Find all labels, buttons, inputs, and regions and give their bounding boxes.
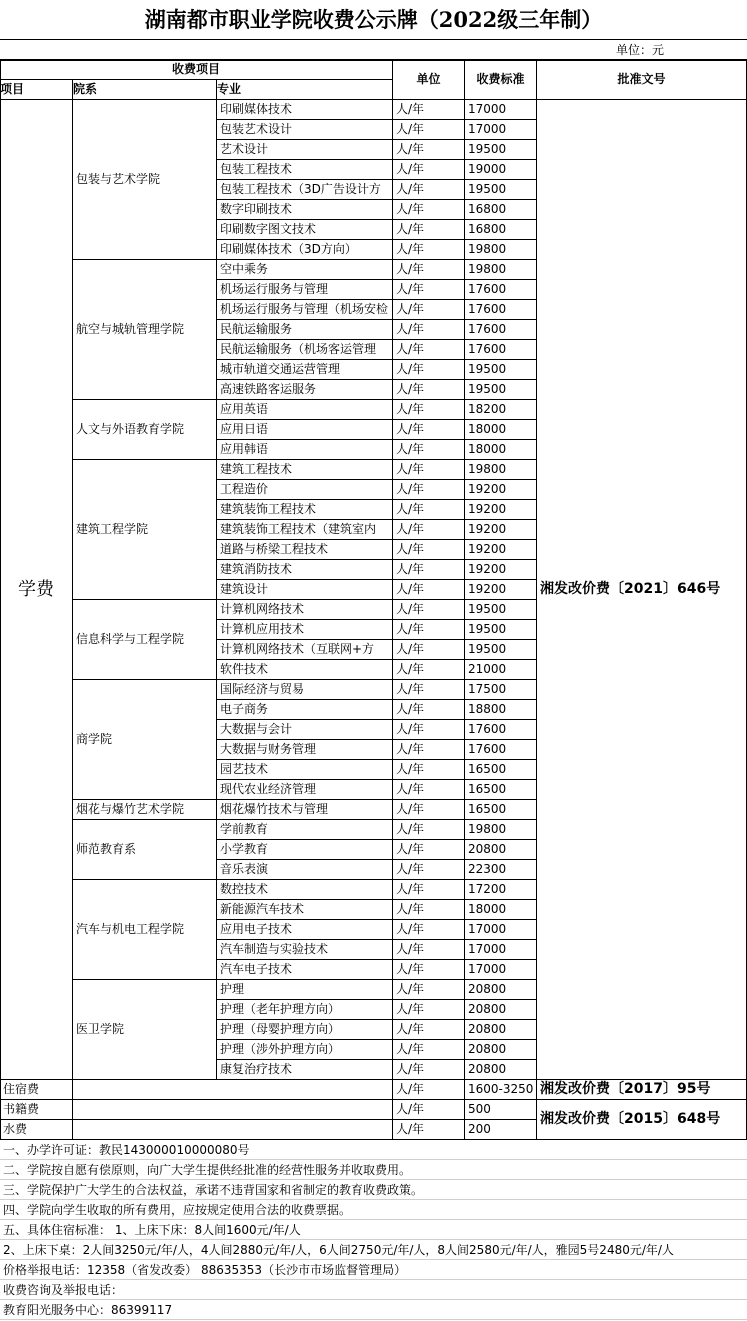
dorm-approval: 湘发改价费〔2017〕95号 xyxy=(537,1080,747,1100)
fee-amount: 20800 xyxy=(465,980,537,1000)
college-name: 医卫学院 xyxy=(73,980,217,1080)
major-name: 大数据与会计 xyxy=(217,720,393,740)
fee-amount: 19200 xyxy=(465,580,537,600)
empty-cell xyxy=(73,1120,393,1140)
fee-amount: 19500 xyxy=(465,360,537,380)
other-fee-label: 住宿费 xyxy=(0,1080,73,1100)
fee-unit: 人/年 xyxy=(393,160,465,180)
fee-amount: 20800 xyxy=(465,1040,537,1060)
fee-amount: 16500 xyxy=(465,760,537,780)
fee-unit: 人/年 xyxy=(393,320,465,340)
fee-amount: 16800 xyxy=(465,220,537,240)
fee-amount: 20800 xyxy=(465,1000,537,1020)
fee-unit: 人/年 xyxy=(393,480,465,500)
fee-amount: 17000 xyxy=(465,940,537,960)
major-name: 道路与桥梁工程技术 xyxy=(217,540,393,560)
table-top-border xyxy=(0,60,747,61)
college-name: 包装与艺术学院 xyxy=(73,100,217,260)
fee-amount: 17000 xyxy=(465,100,537,120)
fee-amount: 17000 xyxy=(465,120,537,140)
note-line: 二、学院按自愿有偿原则，向广大学生提供经批准的经营性服务并收取费用。 xyxy=(0,1160,747,1180)
fee-amount: 19200 xyxy=(465,500,537,520)
fee-unit: 人/年 xyxy=(393,260,465,280)
fee-amount: 18200 xyxy=(465,400,537,420)
major-name: 包装工程技术（3D广告设计方 xyxy=(217,180,393,200)
major-name: 艺术设计 xyxy=(217,140,393,160)
fee-amount: 17000 xyxy=(465,960,537,980)
note-line: 2、上床下桌：2人间3250元/年/人，4人间2880元/年/人，6人间2750元/年/人，8人间2580元/年/人，雅园5号2480元/年/人 xyxy=(0,1240,747,1260)
header-approval: 批准文号 xyxy=(537,60,747,100)
fee-unit: 人/年 xyxy=(393,820,465,840)
major-name: 大数据与财务管理 xyxy=(217,740,393,760)
fee-unit: 人/年 xyxy=(393,740,465,760)
fee-amount: 19500 xyxy=(465,640,537,660)
fee-unit: 人/年 xyxy=(393,860,465,880)
note-line: 一、办学许可证：教民143000010000080号 xyxy=(0,1140,747,1160)
fee-amount: 22300 xyxy=(465,860,537,880)
fee-unit: 人/年 xyxy=(393,960,465,980)
fee-amount: 17500 xyxy=(465,680,537,700)
major-name: 护理（涉外护理方向） xyxy=(217,1040,393,1060)
major-name: 应用电子技术 xyxy=(217,920,393,940)
fee-amount: 16800 xyxy=(465,200,537,220)
fee-amount: 20800 xyxy=(465,1020,537,1040)
fee-amount: 19500 xyxy=(465,620,537,640)
major-name: 汽车制造与实验技术 xyxy=(217,940,393,960)
fee-amount: 16500 xyxy=(465,780,537,800)
fee-amount: 17000 xyxy=(465,920,537,940)
fee-unit: 人/年 xyxy=(393,640,465,660)
major-name: 数控技术 xyxy=(217,880,393,900)
major-name: 数字印刷技术 xyxy=(217,200,393,220)
fee-amount: 18800 xyxy=(465,700,537,720)
major-name: 电子商务 xyxy=(217,700,393,720)
header-item: 项目 xyxy=(0,80,73,100)
fee-unit: 人/年 xyxy=(393,920,465,940)
fee-unit: 人/年 xyxy=(393,620,465,640)
fee-amount: 19800 xyxy=(465,820,537,840)
college-name: 信息科学与工程学院 xyxy=(73,600,217,680)
fee-amount: 21000 xyxy=(465,660,537,680)
unit-label: 单位：元 xyxy=(616,43,665,57)
major-name: 建筑装饰工程技术（建筑室内 xyxy=(217,520,393,540)
fee-amount: 18000 xyxy=(465,900,537,920)
other-fee-label: 书籍费 xyxy=(0,1100,73,1120)
major-name: 包装工程技术 xyxy=(217,160,393,180)
fee-amount: 18000 xyxy=(465,440,537,460)
fee-unit: 人/年 xyxy=(393,660,465,680)
major-name: 计算机应用技术 xyxy=(217,620,393,640)
fee-amount: 17600 xyxy=(465,300,537,320)
fee-unit: 人/年 xyxy=(393,840,465,860)
major-name: 护理 xyxy=(217,980,393,1000)
fee-unit: 人/年 xyxy=(393,500,465,520)
fee-amount: 20800 xyxy=(465,1060,537,1080)
major-name: 软件技术 xyxy=(217,660,393,680)
college-name: 人文与外语教育学院 xyxy=(73,400,217,460)
major-name: 计算机网络技术 xyxy=(217,600,393,620)
fee-amount: 16500 xyxy=(465,800,537,820)
college-name: 建筑工程学院 xyxy=(73,460,217,600)
fee-unit: 人/年 xyxy=(393,900,465,920)
page-title: 湖南都市职业学院收费公示牌（2022级三年制） xyxy=(0,0,747,40)
note-line: 价格举报电话：12358（省发改委） 88635353（长沙市市场监督管理局） xyxy=(0,1260,747,1280)
fee-amount: 19500 xyxy=(465,140,537,160)
fee-amount: 18000 xyxy=(465,420,537,440)
fee-amount: 500 xyxy=(465,1100,537,1120)
fee-amount: 19200 xyxy=(465,540,537,560)
header-fee-item: 收费项目 xyxy=(0,60,393,80)
major-name: 应用日语 xyxy=(217,420,393,440)
major-name: 计算机网络技术（互联网+方 xyxy=(217,640,393,660)
fee-unit: 人/年 xyxy=(393,560,465,580)
major-name: 应用英语 xyxy=(217,400,393,420)
fee-amount: 200 xyxy=(465,1120,537,1140)
fee-amount: 19800 xyxy=(465,240,537,260)
note-line: 收费咨询及举报电话： xyxy=(0,1280,747,1300)
unit-row xyxy=(0,40,747,60)
college-name: 师范教育系 xyxy=(73,820,217,880)
fee-amount: 19500 xyxy=(465,600,537,620)
fee-unit: 人/年 xyxy=(393,120,465,140)
major-name: 机场运行服务与管理（机场安检 xyxy=(217,300,393,320)
fee-unit: 人/年 xyxy=(393,520,465,540)
fee-unit: 人/年 xyxy=(393,400,465,420)
major-name: 建筑装饰工程技术 xyxy=(217,500,393,520)
fee-amount: 19200 xyxy=(465,520,537,540)
fee-unit: 人/年 xyxy=(393,800,465,820)
header-standard: 收费标准 xyxy=(465,60,537,100)
table-left-border xyxy=(0,60,1,1140)
fee-amount: 17200 xyxy=(465,880,537,900)
fee-unit: 人/年 xyxy=(393,1060,465,1080)
major-name: 现代农业经济管理 xyxy=(217,780,393,800)
fee-amount: 1600-3250 xyxy=(465,1080,537,1100)
major-name: 建筑消防技术 xyxy=(217,560,393,580)
fee-unit: 人/年 xyxy=(393,1120,465,1140)
note-line: 三、学院保护广大学生的合法权益，承诺不违背国家和省制定的教育收费政策。 xyxy=(0,1180,747,1200)
fee-unit: 人/年 xyxy=(393,300,465,320)
fee-unit: 人/年 xyxy=(393,360,465,380)
fee-unit: 人/年 xyxy=(393,340,465,360)
fee-unit: 人/年 xyxy=(393,200,465,220)
major-name: 音乐表演 xyxy=(217,860,393,880)
fee-unit: 人/年 xyxy=(393,600,465,620)
college-name: 汽车与机电工程学院 xyxy=(73,880,217,980)
major-name: 空中乘务 xyxy=(217,260,393,280)
fee-unit: 人/年 xyxy=(393,220,465,240)
empty-cell xyxy=(73,1080,393,1100)
major-name: 新能源汽车技术 xyxy=(217,900,393,920)
fee-unit: 人/年 xyxy=(393,1000,465,1020)
major-name: 印刷数字图文技术 xyxy=(217,220,393,240)
other-fee-label: 水费 xyxy=(0,1120,73,1140)
fee-amount: 17600 xyxy=(465,320,537,340)
fee-unit: 人/年 xyxy=(393,720,465,740)
fee-amount: 17600 xyxy=(465,740,537,760)
major-name: 学前教育 xyxy=(217,820,393,840)
major-name: 包装艺术设计 xyxy=(217,120,393,140)
major-name: 城市轨道交通运营管理 xyxy=(217,360,393,380)
fee-unit: 人/年 xyxy=(393,380,465,400)
fee-unit: 人/年 xyxy=(393,580,465,600)
fee-unit: 人/年 xyxy=(393,180,465,200)
fee-amount: 19200 xyxy=(465,480,537,500)
college-name: 烟花与爆竹艺术学院 xyxy=(73,800,217,820)
major-name: 康复治疗技术 xyxy=(217,1060,393,1080)
fee-amount: 19800 xyxy=(465,460,537,480)
major-name: 国际经济与贸易 xyxy=(217,680,393,700)
major-name: 机场运行服务与管理 xyxy=(217,280,393,300)
fee-unit: 人/年 xyxy=(393,700,465,720)
major-name: 应用韩语 xyxy=(217,440,393,460)
fee-amount: 19800 xyxy=(465,260,537,280)
fee-unit: 人/年 xyxy=(393,100,465,120)
major-name: 护理（母婴护理方向） xyxy=(217,1020,393,1040)
tuition-approval: 湘发改价费〔2021〕646号 xyxy=(537,100,747,1080)
empty-cell xyxy=(73,1100,393,1120)
fee-amount: 20800 xyxy=(465,840,537,860)
fee-unit: 人/年 xyxy=(393,140,465,160)
fee-unit: 人/年 xyxy=(393,420,465,440)
fee-unit: 人/年 xyxy=(393,980,465,1000)
fee-unit: 人/年 xyxy=(393,940,465,960)
fee-amount: 17600 xyxy=(465,340,537,360)
major-name: 印刷媒体技术 xyxy=(217,100,393,120)
fee-unit: 人/年 xyxy=(393,780,465,800)
header-major: 专业 xyxy=(217,80,393,100)
major-name: 汽车电子技术 xyxy=(217,960,393,980)
major-name: 烟花爆竹技术与管理 xyxy=(217,800,393,820)
fee-amount: 19200 xyxy=(465,560,537,580)
fee-amount: 17600 xyxy=(465,720,537,740)
fee-amount: 19000 xyxy=(465,160,537,180)
fee-unit: 人/年 xyxy=(393,1020,465,1040)
header-unit: 单位 xyxy=(393,60,465,100)
fee-unit: 人/年 xyxy=(393,240,465,260)
college-name: 航空与城轨管理学院 xyxy=(73,260,217,400)
tuition-label: 学费 xyxy=(0,100,73,1080)
fee-unit: 人/年 xyxy=(393,280,465,300)
fee-unit: 人/年 xyxy=(393,880,465,900)
major-name: 园艺技术 xyxy=(217,760,393,780)
major-name: 建筑设计 xyxy=(217,580,393,600)
fee-unit: 人/年 xyxy=(393,760,465,780)
fee-amount: 19500 xyxy=(465,180,537,200)
note-line: 教育阳光服务中心：86399117 xyxy=(0,1300,747,1320)
fee-unit: 人/年 xyxy=(393,540,465,560)
header-college: 院系 xyxy=(73,80,217,100)
fee-amount: 19500 xyxy=(465,380,537,400)
fee-unit: 人/年 xyxy=(393,1080,465,1100)
major-name: 小学教育 xyxy=(217,840,393,860)
major-name: 民航运输服务 xyxy=(217,320,393,340)
major-name: 民航运输服务（机场客运管理 xyxy=(217,340,393,360)
fee-unit: 人/年 xyxy=(393,680,465,700)
major-name: 高速铁路客运服务 xyxy=(217,380,393,400)
note-line: 五、具体住宿标准： 1、上床下床：8人间1600元/年/人 xyxy=(0,1220,747,1240)
major-name: 护理（老年护理方向） xyxy=(217,1000,393,1020)
major-name: 建筑工程技术 xyxy=(217,460,393,480)
fee-unit: 人/年 xyxy=(393,460,465,480)
fee-unit: 人/年 xyxy=(393,1100,465,1120)
books-water-approval: 湘发改价费〔2015〕648号 xyxy=(537,1100,747,1140)
fee-amount: 17600 xyxy=(465,280,537,300)
fee-unit: 人/年 xyxy=(393,440,465,460)
note-line: 四、学院向学生收取的所有费用，应按规定使用合法的收费票据。 xyxy=(0,1200,747,1220)
fee-unit: 人/年 xyxy=(393,1040,465,1060)
major-name: 印刷媒体技术（3D方向） xyxy=(217,240,393,260)
major-name: 工程造价 xyxy=(217,480,393,500)
college-name: 商学院 xyxy=(73,680,217,800)
